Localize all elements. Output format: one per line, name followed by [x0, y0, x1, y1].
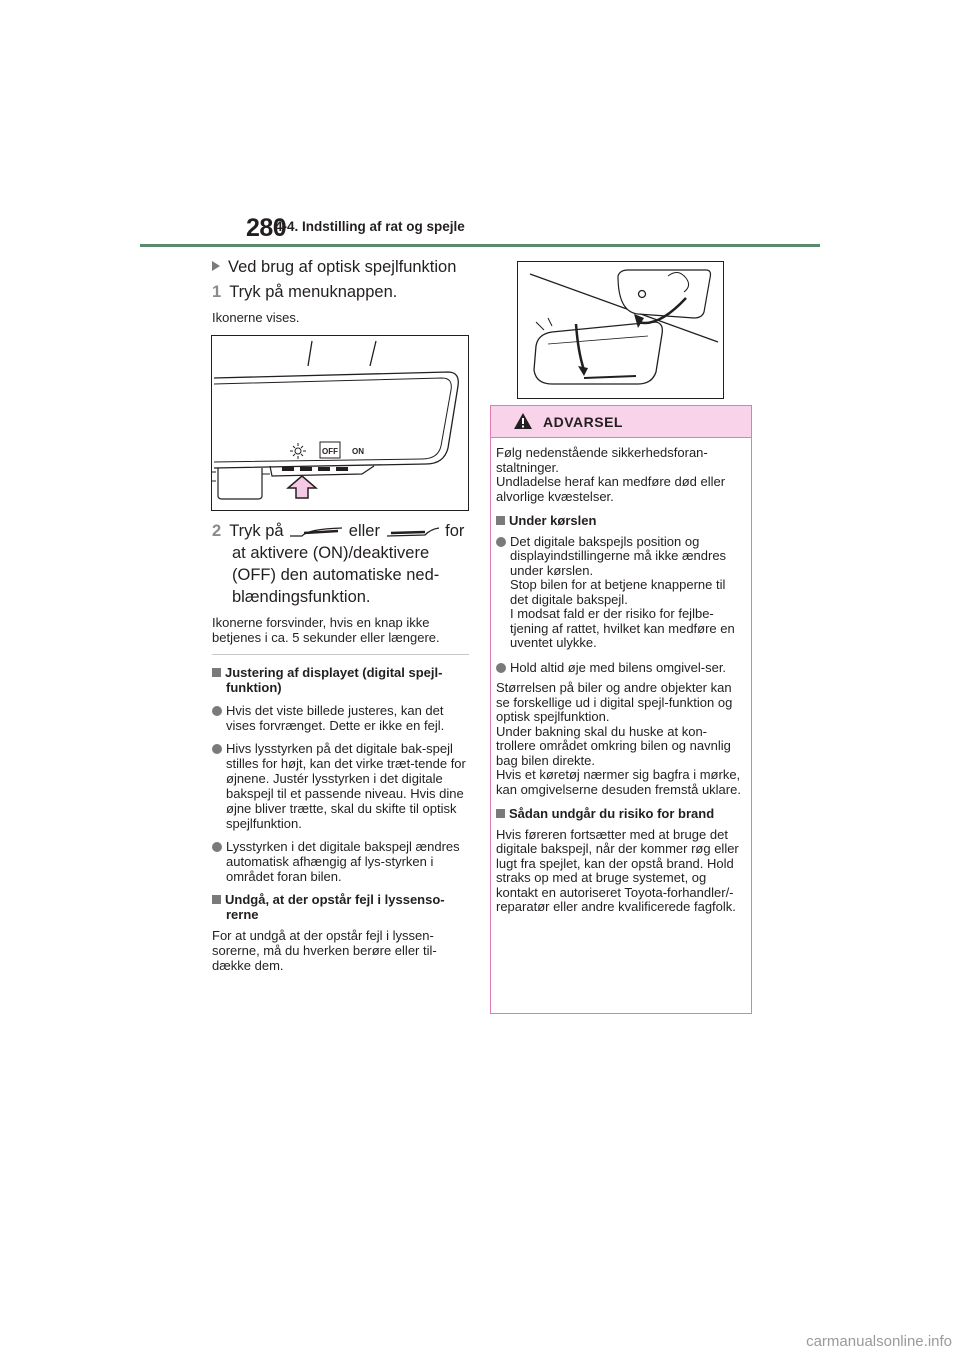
- warning-intro: Følg nedenstående sikkerhedsforan-staltninger. Undladelse heraf kan medføre død eller alvorlige kvæstelser.: [496, 445, 726, 504]
- triangle-bullet-icon: [212, 261, 220, 271]
- warning-fire-paragraph: Hvis føreren fortsætter med at bruge det digitale bakspejl, når der kommer røg eller lugt fra spejlet, kan der opstå brand. Hold straks op med at bruge systemet, og kontakt en autoriseret Toyota-forhandler/-reparatør eller andre kvalificerede fagfolk.: [496, 826, 739, 914]
- off-button-icon: [288, 525, 344, 539]
- square-bullet-icon: [496, 516, 505, 525]
- step-2-rest: at aktivere (ON)/deaktivere (OFF) den automatiske ned-blændingsfunktion.: [232, 544, 440, 606]
- warning-heading-driving-text: Under kørslen: [509, 513, 597, 528]
- step-2: [212, 520, 470, 542]
- bullet-distortion: [212, 703, 470, 733]
- step-2-prefix: Tryk på: [229, 522, 284, 540]
- square-bullet-icon: [212, 668, 221, 677]
- left-lower-column: [212, 665, 470, 973]
- bullet-brightness: [212, 741, 470, 831]
- mirror-buttons-figure: [211, 335, 469, 511]
- sensors-paragraph: For at undgå at der opstår fejl i lyssen-sorerne, må du hverken berøre eller til-dække dem.: [212, 928, 437, 973]
- off-label: OFF: [322, 447, 338, 456]
- bullet-auto-brightness: [212, 839, 470, 884]
- mirror-buttons-illustration: [212, 336, 468, 510]
- bullet-distortion-text: Hvis det viste billede justeres, kan det vises forvrænget. Dette er ikke en fejl.: [226, 703, 445, 733]
- step-1: [212, 281, 470, 303]
- on-label: ON: [352, 447, 364, 456]
- warning-heading-driving: [496, 514, 746, 529]
- heading-display-adjust: [212, 665, 470, 695]
- sun-icon: [290, 443, 306, 459]
- warning-bullet-adjust: [496, 535, 746, 651]
- bullet-brightness-text: Hivs lysstyrken på det digitale bak-spejl stilles for højt, kan det virke træt-tende for øjnene. Justér lysstyrken i det digitale bakspejl til et passende niveau. Hvis dine øjne bliver trætte, skal du skifte til optisk spejlfunktion.: [226, 741, 466, 831]
- warning-triangle-icon: [513, 412, 533, 430]
- on-button-icon: [385, 525, 441, 539]
- warning-heading-fire: [496, 807, 746, 822]
- step-2-mid: eller: [348, 522, 380, 540]
- warning-bullet-adjust-text: Det digitale bakspejls position og displayindstillingerne må ikke ændres under kørslen. Stop bilen for at betjene knapperne til det digitale bakspejl. I modsat fald er der risiko for fejlbe-tjening af rattet, hvilket kan medføre en uventet ulykke.: [510, 533, 735, 650]
- warning-heading-fire-text: Sådan undgår du risiko for brand: [509, 806, 715, 821]
- step-1-text: Tryk på menuknappen.: [229, 283, 398, 301]
- mirror-sensor-figure: [517, 261, 724, 399]
- mirror-sensor-illustration: [518, 262, 723, 398]
- warning-title: ADVARSEL: [543, 414, 623, 430]
- warning-body: [496, 446, 746, 915]
- step-2-note: Ikonerne forsvinder, hvis en knap ikke betjenes i ca. 5 sekunder eller længere.: [212, 615, 440, 645]
- step-2-suffix: for: [445, 522, 465, 540]
- divider: [212, 654, 469, 655]
- pointer-arrow-icon: [288, 476, 316, 498]
- step-1-number: 1: [212, 283, 222, 301]
- warning-bullet-surroundings-text: Hold altid øje med bilens omgivel-ser.: [510, 659, 727, 675]
- step-intro-text: Ved brug af optisk spejlfunktion: [228, 258, 457, 276]
- bullet-auto-brightness-text: Lysstyrken i det digitale bakspejl ændres automatisk afhængig af lys-styrken i området foran bilen.: [226, 839, 460, 884]
- warning-box: [490, 405, 752, 1014]
- step-intro: [212, 256, 470, 278]
- left-column: [212, 256, 470, 325]
- header-rule: [140, 244, 820, 247]
- step-2-block: [212, 520, 470, 645]
- circle-bullet-icon: [496, 537, 506, 547]
- heading-sensors: [212, 892, 470, 922]
- footer-watermark: carmanualsonline.info: [806, 1333, 952, 1350]
- heading-sensors-text: Undgå, at der opstår fejl i lyssenso-rerne: [225, 892, 445, 922]
- warning-header: [491, 406, 751, 438]
- warning-size-paragraph: Størrelsen på biler og andre objekter kan se forskellige ud i digital spejl-funktion og optisk spejlfunktion. Under bakning skal du huske at kon-trollere området omkring bilen og navnlig bag bilen direkte. Hvis et køretøj nærmer sig bagfra i mørke, kan omgivelserne desuden fremstå uklare.: [496, 680, 741, 797]
- warning-bullet-surroundings: [496, 661, 746, 676]
- step-1-note: Ikonerne vises.: [212, 310, 300, 325]
- square-bullet-icon: [496, 809, 505, 818]
- page-number: 280: [246, 214, 287, 242]
- circle-bullet-icon: [212, 842, 222, 852]
- circle-bullet-icon: [496, 663, 506, 673]
- circle-bullet-icon: [212, 706, 222, 716]
- circle-bullet-icon: [212, 744, 222, 754]
- section-title: 4-4. Indstilling af rat og spejle: [275, 219, 465, 234]
- step-2-number: 2: [212, 522, 222, 540]
- heading-display-adjust-text: Justering af displayet (digital spejl-funktion): [225, 665, 443, 695]
- square-bullet-icon: [212, 895, 221, 904]
